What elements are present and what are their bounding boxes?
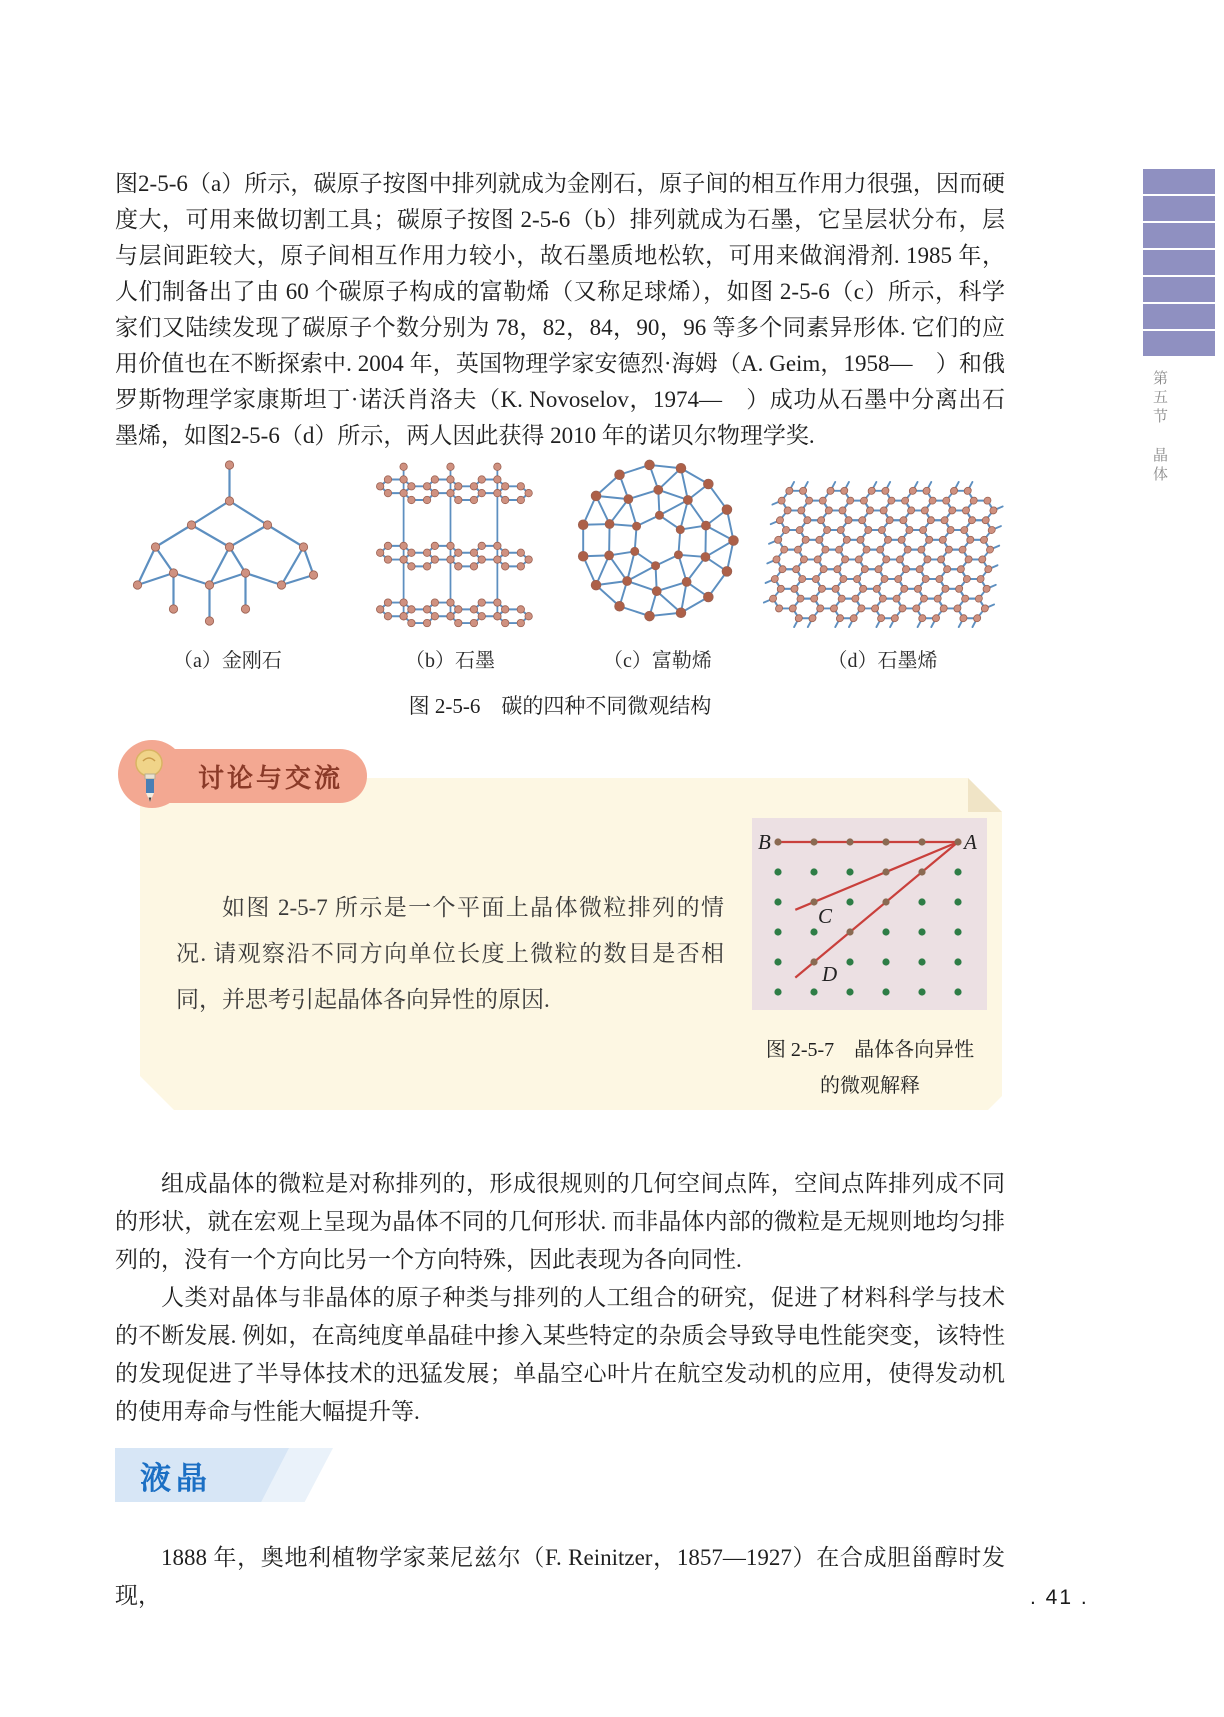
fullerene-structure-image <box>560 447 755 634</box>
svg-text:D: D <box>822 962 838 986</box>
svg-text:A: A <box>964 830 977 854</box>
figure-item-fullerene <box>560 447 755 673</box>
body-paragraph-1: 组成晶体的微粒是对称排列的，形成很规则的几何空间点阵，空间点阵排列成不同的形状，就在宏观上呈现为晶体不同的几何形状. 而非晶体内部的微粒是无规则地均匀排列的，没有一个方向比另一个方向特殊，因此表现为各向同性. <box>115 1171 1005 1272</box>
svg-text:B: B <box>758 830 771 854</box>
liquid-crystal-paragraph: 1888 年，奥地利植物学家莱尼兹尔（F. Reinitzer，1857—1927）在合成胆甾醇时发现， <box>115 1545 1005 1608</box>
figure-2-5-6-caption: 图 2-5-6 碳的四种不同微观结构 <box>408 694 712 718</box>
figure-item-label: （b）石墨 <box>405 650 495 672</box>
figure-item-label: （a）金刚石 <box>173 650 282 672</box>
chapter-tab-block <box>1143 331 1215 356</box>
chapter-name-label: 晶体 <box>1151 447 1168 485</box>
discussion-title: 讨论与交流 <box>198 762 344 793</box>
figure-2-5-6 <box>115 447 1005 673</box>
section-number-label: 第五节 <box>1151 370 1168 427</box>
chapter-tab-label <box>1149 370 1170 485</box>
intro-paragraph: 图2-5-6（a）所示，碳原子按图中排列就成为金刚石，原子间的相互作用力很强，因而硬度大，可用来做切割工具；碳原子按图 2-5-6（b）排列就成为石墨，它呈层状分布，层与层间距较大，原子间相互作用力较小，故石墨质地松软，可用来做润滑剂. 1985 年，人们制备出了由 60 个碳原子构成的富勒烯（又称足球烯），如图 2-5-6（c）所示，科学家们又陆续发现了碳原子个数分别为 78，82，84，90，96 等多个同素异形体. 它们的应用价值也在不断探索中. 2004 年，英国物理学家安德烈·海姆（A. Geim，1958— ）和俄罗斯物理学家康斯坦丁·诺沃肖洛夫（K. Novoselov，1974— ）成功从石墨中分离出石墨烯，如图2-5-6（d）所示，两人因此获得 2010 年的诺贝尔物理学奖. <box>115 171 1005 448</box>
chapter-tab-block <box>1143 304 1215 329</box>
box-fold-corner <box>968 778 1002 812</box>
diamond-structure-image <box>115 449 340 634</box>
discussion-text: 如图 2-5-7 所示是一个平面上晶体微粒排列的情况. 请观察沿不同方向单位长度上微粒的数目是否相同，并思考引起晶体各向异性的原因. <box>176 895 724 1012</box>
figure-2-5-7-caption-line2: 的微观解释 <box>820 1075 920 1097</box>
discussion-badge <box>118 740 367 808</box>
chapter-tab-blocks <box>1143 169 1215 358</box>
figure-item-label: （c）富勒烯 <box>603 650 712 672</box>
page-number: . 41 . <box>1030 1586 1089 1609</box>
graphene-structure-image <box>760 477 1005 634</box>
chapter-tab-block <box>1143 277 1215 302</box>
lattice-diagram-image <box>752 818 987 1010</box>
figure-item-graphite <box>345 449 555 673</box>
figure-2-5-7-caption-line1: 图 2-5-7 晶体各向异性 <box>765 1039 975 1061</box>
chapter-tab-block <box>1143 169 1215 194</box>
bulb-pencil-icon <box>118 740 186 808</box>
chapter-tab-block <box>1143 196 1215 221</box>
body-paragraph-2: 人类对晶体与非晶体的原子种类与排列的人工组合的研究，促进了材料科学与技术的不断发展. 例如，在高纯度单晶硅中掺入某些特定的杂质会导致导电性能突变，该特性的发现促进了半导体技术的迅猛发展；单晶空心叶片在航空发动机的应用，使得发动机的使用寿命与性能大幅提升等. <box>115 1285 1005 1424</box>
figure-item-graphene <box>760 477 1005 673</box>
figure-item-diamond <box>115 449 340 673</box>
graphite-structure-image <box>345 449 555 634</box>
figure-2-5-7-caption <box>720 1032 1020 1104</box>
svg-text:C: C <box>818 904 833 928</box>
chapter-tab-block <box>1143 223 1215 248</box>
section-title-liquid-crystal: 液晶 <box>140 1461 212 1496</box>
figure-2-5-7 <box>752 818 987 1015</box>
chapter-tab-block <box>1143 250 1215 275</box>
figure-item-label: （d）石墨烯 <box>827 650 938 672</box>
